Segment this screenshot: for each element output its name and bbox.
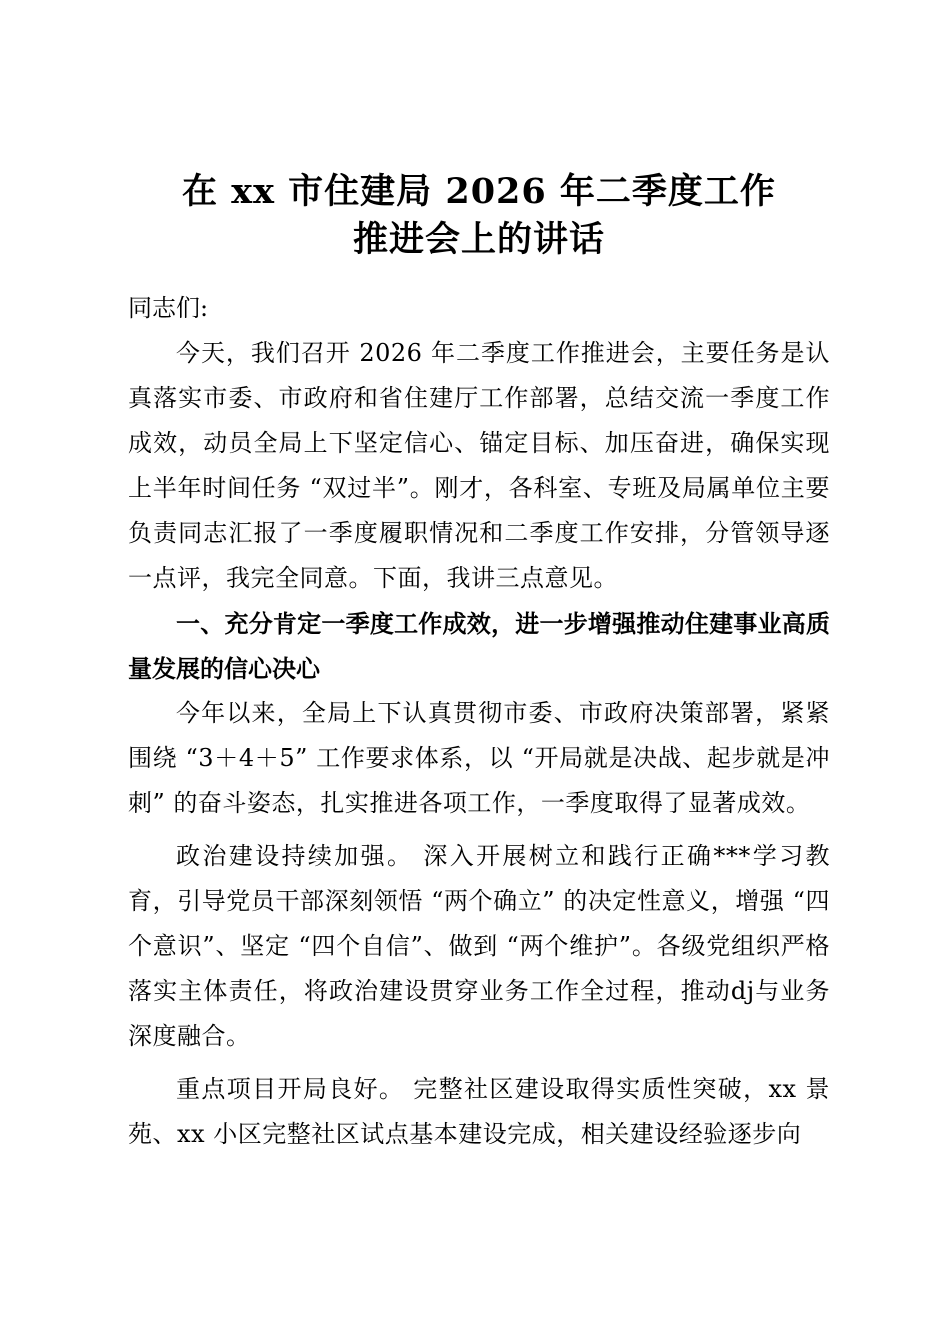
paragraph-2-lead: 政治建设持续加强。	[176, 842, 414, 870]
section1-paragraph-1: 今年以来，全局上下认真贯彻市委、市政府决策部署，紧紧围绕 “3＋4＋5” 工作要求体系，以 “开局就是决战、起步就是冲刺” 的奋斗姿态，扎实推进各项工作，一季度取得了显著成效。	[128, 699, 830, 817]
intro-paragraph: 今天，我们召开 2026 年二季度工作推进会，主要任务是认真落实市委、市政府和省住建厅工作部署，总结交流一季度工作成效，动员全局上下坚定信心、锚定目标、加压奋进，确保实现上半年时间任务 “双过半”。刚才，各科室、专班及局属单位主要负责同志汇报了一季度履职情况和二季度工作安排，分管领导逐一点评，我完全同意。下面，我讲三点意见。	[128, 339, 830, 592]
greeting: 同志们:	[128, 294, 209, 322]
paragraph-2-body: 深入开展树立和践行正确***学习教育，引导党员干部深刻领悟 “两个确立” 的决定性意义，增强 “四个意识”、坚定 “四个自信”、做到 “两个维护”。各级党组织严格落实主体责任，将政治建设贯穿业务工作全过程，推动dj与业务深度融合。	[128, 842, 830, 1050]
section1-paragraph-3	[128, 1067, 830, 1157]
title-line-2: 推进会上的讲话	[352, 219, 605, 260]
section1-paragraph-2	[128, 834, 830, 1059]
section1-heading: 一、充分肯定一季度工作成效，进一步增强推动住建事业高质量发展的信心决心	[128, 609, 830, 683]
paragraph-3-body: 完整社区建设取得实质性突破，xx 景苑、xx 小区完整社区试点基本建设完成，相关建设经验逐步向	[128, 1075, 831, 1148]
document-title	[128, 168, 830, 264]
paragraph-3-lead: 重点项目开局良好。	[176, 1075, 405, 1103]
title-line-1: 在 xx 市住建局 2026 年二季度工作	[182, 171, 776, 212]
document-page	[128, 168, 830, 1157]
